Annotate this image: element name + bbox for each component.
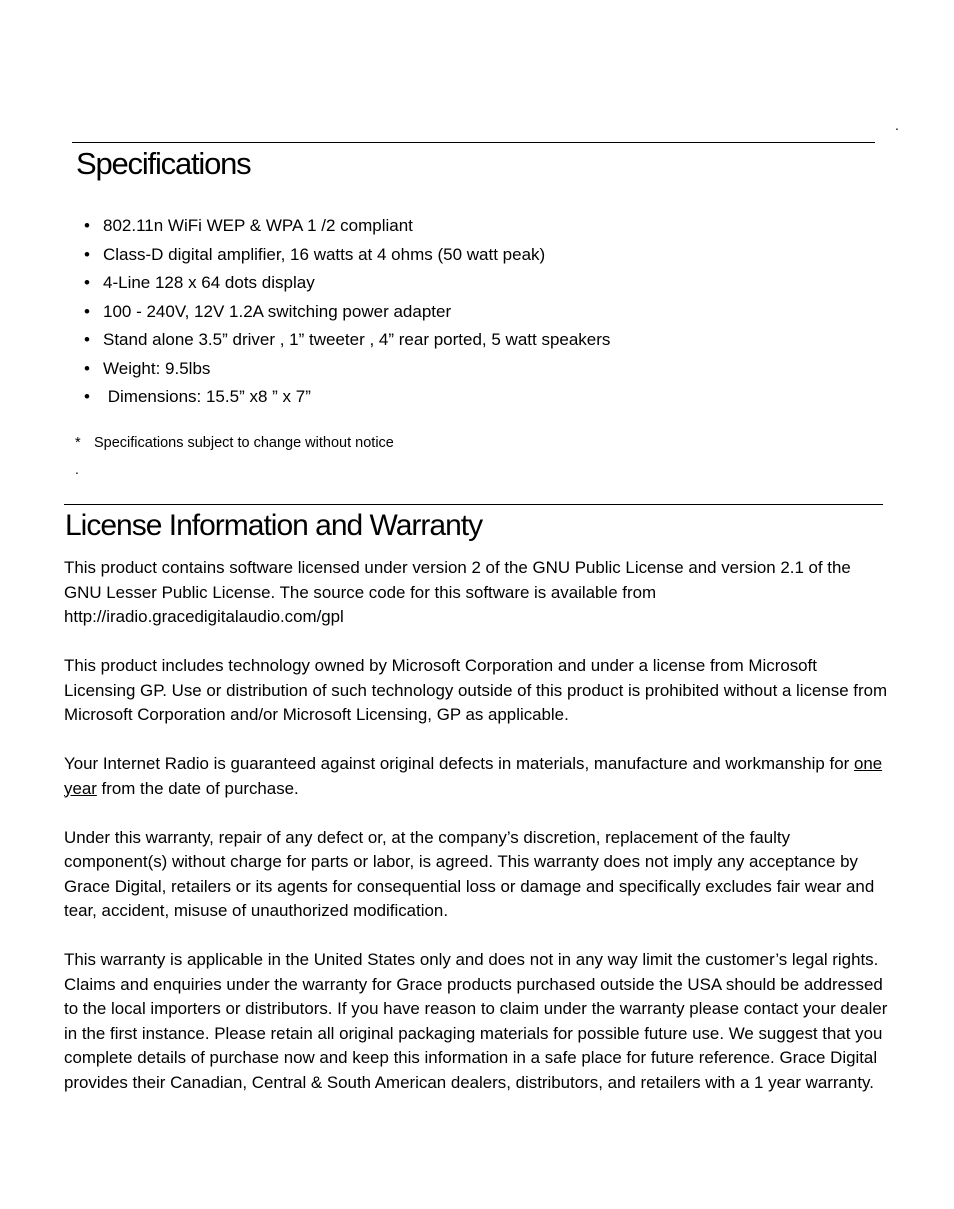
specifications-divider [72,142,875,143]
bullet-icon: • [84,387,90,406]
spec-item-text: Stand alone 3.5” driver , 1” tweeter , 4” rear ported, 5 watt speakers [103,330,611,349]
spec-item [84,355,610,384]
warranty-period: one year [64,754,883,798]
microsoft-paragraph: This product includes technology owned by Microsoft Corporation and under a license from Microsoft Licensing GP. Use or distribution of such technology outside of this product is prohibited without a license from Microsoft Corporation and/or Microsoft Licensing, GP as applicable. [64,656,888,724]
bullet-icon: • [84,216,90,235]
bullet-icon: • [84,244,90,264]
license-body [64,556,889,1120]
bullet-icon: • [84,301,90,321]
trailing-mark: . [75,461,79,477]
spec-item [84,269,610,298]
footnote-marker: * [75,435,81,451]
guarantee-text-after: from the date of purchase. [96,778,299,798]
spec-item-text: 802.11n WiFi WEP & WPA 1 /2 compliant [103,216,413,235]
spec-item [84,326,610,355]
spec-item-text: Class-D digital amplifier, 16 watts at 4 ohms (50 watt peak) [103,244,546,264]
specifications-heading: Specifications [76,146,251,181]
spec-item-text: Weight: 9.5lbs [103,358,211,378]
corner-mark: . [895,117,899,133]
spec-item-text: 100 - 240V, 12V 1.2A switching power adapter [103,301,452,321]
bullet-icon: • [84,273,90,292]
gpl-paragraph: This product contains software licensed under version 2 of the GNU Public License and version 2.1 of the GNU Lesser Public License. The source code for this software is available from http://iradio.gracedigitalaudio.com/gpl [64,558,851,626]
warranty-terms-paragraph: Under this warranty, repair of any defect or, at the company’s discretion, replacement of the faulty component(s) without charge for parts or labor, is agreed. This warranty does not imply any acceptance by Grace Digital, retailers or its agents for consequential loss or damage and specifically excludes fair wear and tear, accident, misuse of unauthorized modification. [64,827,875,920]
spec-item [84,212,610,241]
spec-item [84,383,610,412]
spec-item-text: Dimensions: 15.5” x8 ” x 7” [103,387,311,406]
spec-item-text: 4-Line 128 x 64 dots display [103,273,315,292]
license-heading: License Information and Warranty [65,509,483,542]
spec-item [84,241,610,270]
warranty-scope-paragraph: This warranty is applicable in the United States only and does not in any way limit the customer’s legal rights. Claims and enquiries under the warranty for Grace products purchased outside the USA should be addressed to the local importers or distributors. If you have reason to claim under the warranty please contact your dealer in the first instance. Please retain all original packaging materials for possible future use. We suggest that you complete details of purchase now and keep this information in a safe place for future reference. Grace Digital provides their Canadian, Central & South American dealers, distributors, and retailers with a 1 year warranty. [64,950,888,1092]
bullet-icon: • [84,330,90,349]
specifications-list [84,212,610,412]
guarantee-paragraph [64,752,889,801]
spec-item [84,298,610,327]
footnote-text: Specifications subject to change without notice [94,435,394,451]
specifications-footnote [75,434,394,452]
license-divider [64,504,883,505]
guarantee-text-before: Your Internet Radio is guaranteed against original defects in materials, manufacture and workmanship for [64,754,854,773]
bullet-icon: • [84,358,90,378]
